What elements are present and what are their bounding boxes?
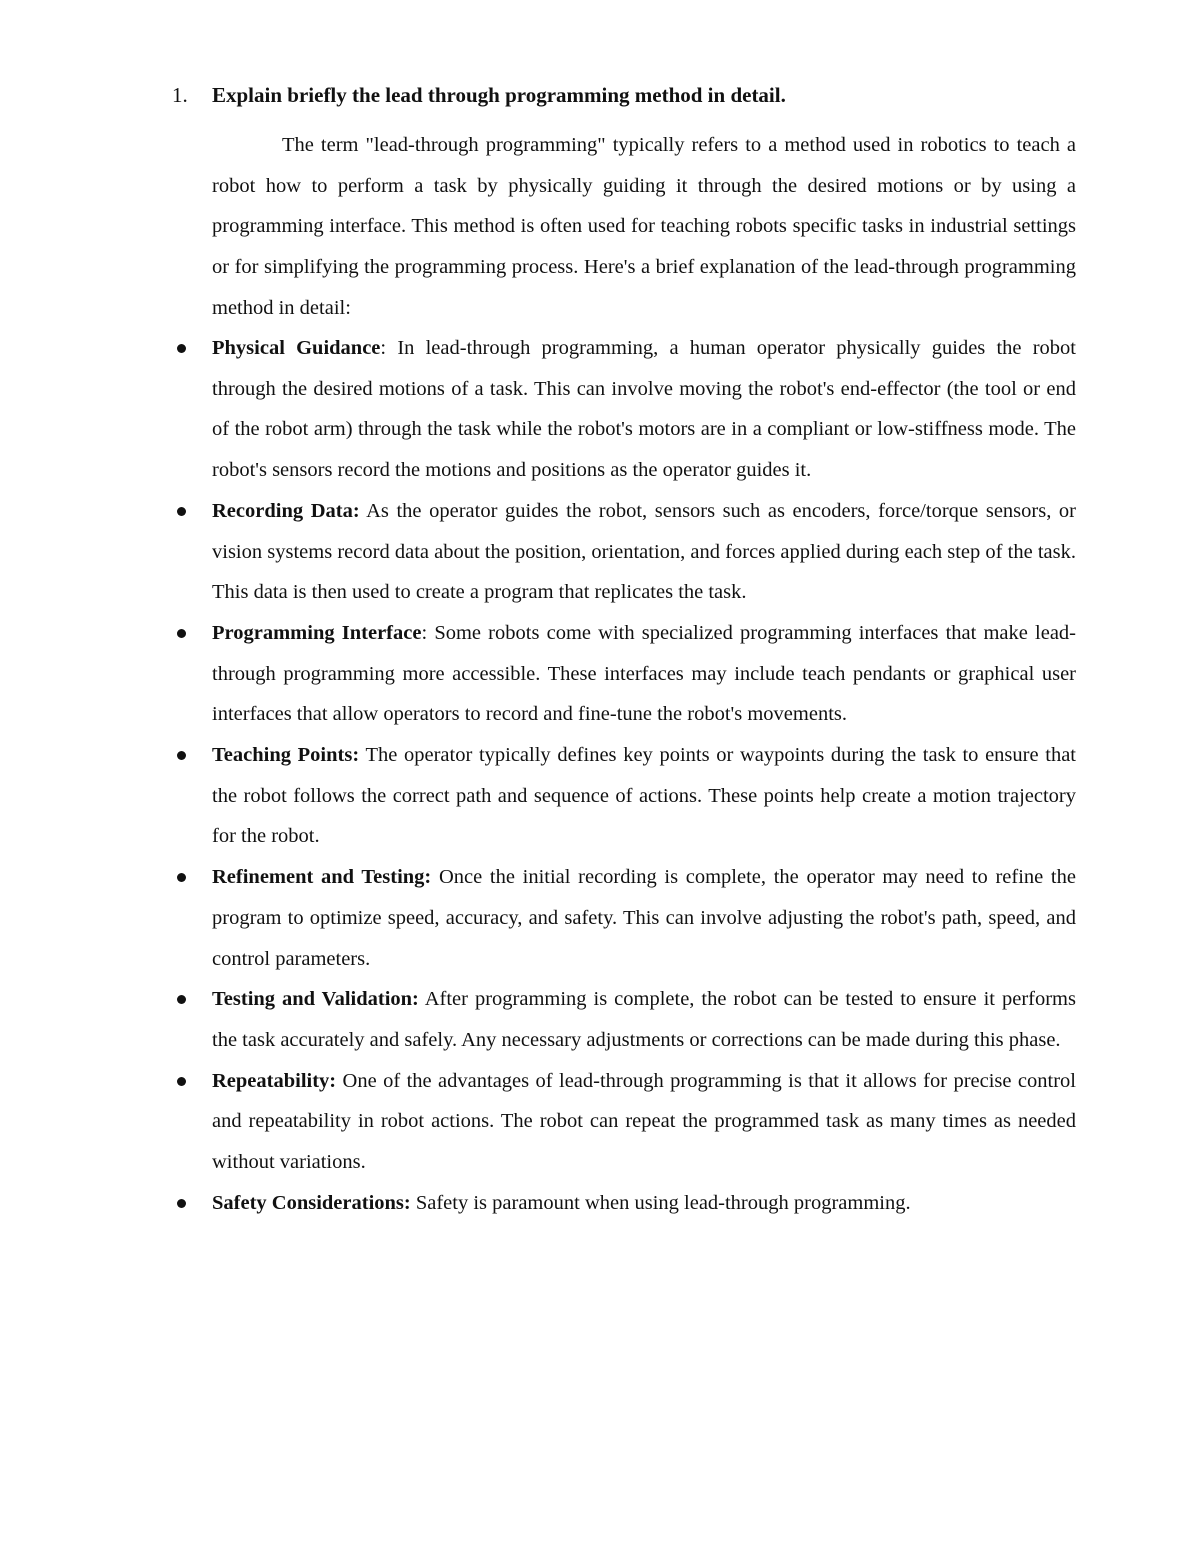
bullet-text: The operator typically defines key points or waypoints during the task to ensure that the robot follows the correct path and sequence of actions. These points help create a motion trajectory for the robot. <box>212 744 1076 848</box>
question-number: 1. <box>172 83 188 107</box>
bullet-title: Safety Considerations: <box>212 1191 411 1214</box>
bullet-text: Safety is paramount when using lead-through programming. <box>410 1191 911 1214</box>
bullet-text: Some robots come with specialized programming interfaces that make lead-through programming more accessible. These interfaces may include teach pendants or graphical user interfaces that allow operators to record and fine-tune the robot's movements. <box>212 621 1077 726</box>
bullet-dot-icon <box>177 629 186 638</box>
bullet-separator: : <box>421 621 428 644</box>
bullet-item-safety-considerations <box>172 1183 1076 1224</box>
bullet-text: As the operator guides the robot, sensors such as encoders, force/torque sensors, or vision systems record data about the position, orientation, and forces applied during each step of the task. This data is then used to create a program that replicates the task. <box>212 499 1076 604</box>
bullet-dot-icon <box>177 751 186 760</box>
bullet-title: Recording Data: <box>212 499 360 522</box>
bullet-separator: : <box>380 337 387 359</box>
bullet-item-repeatability <box>172 1061 1076 1183</box>
bullet-item-recording-data <box>172 491 1076 613</box>
bullet-text: After programming is complete, the robot can be tested to ensure it performs the task accurately and safely. Any necessary adjustments or corrections can be made during this phase. <box>212 988 1076 1051</box>
bullet-dot-icon <box>177 344 186 353</box>
bullet-title: Testing and Validation: <box>212 988 419 1011</box>
bullet-dot-icon <box>177 995 186 1004</box>
bullet-title: Programming Interface <box>212 621 422 644</box>
bullet-title: Repeatability: <box>212 1069 337 1092</box>
bullet-dot-icon <box>177 1199 186 1208</box>
intro-paragraph: The term "lead-through programming" typically refers to a method used in robotics to teach a robot how to perform a task by physically guiding it through the desired motions or by using a programming interface. This method is often used for teaching robots specific tasks in industrial settings or for simplifying the programming process. Here's a brief explanation of the lead-through programming method in detail: <box>212 134 1076 319</box>
bullet-item-refinement-testing <box>172 857 1076 979</box>
bullet-title: Refinement and Testing: <box>212 866 432 889</box>
bullet-title: Teaching Points: <box>212 744 360 767</box>
question-heading <box>172 80 1082 110</box>
bullet-title: Physical Guidance <box>212 337 381 359</box>
bullet-item-teaching-points <box>172 735 1076 857</box>
bullet-item-physical-guidance <box>172 328 1076 491</box>
bullet-dot-icon <box>177 873 186 882</box>
bullet-text: In lead-through programming, a human operator physically guides the robot through the desired motions of a task. This can involve moving the robot's end-effector (the tool or end of the robot arm) through the task while the robot's motors are in a compliant or low-stiffness mode. The robot's sensors record the motions and positions as the operator guides it. <box>212 337 1077 482</box>
question-text: Explain briefly the lead through programming method in detail. <box>212 83 786 107</box>
bullet-text: Once the initial recording is complete, the operator may need to refine the program to optimize speed, accuracy, and safety. This can involve adjusting the robot's path, speed, and control parameters. <box>212 866 1076 970</box>
bullet-item-testing-validation <box>172 979 1076 1060</box>
bullet-list <box>172 328 1076 1223</box>
bullet-item-programming-interface <box>172 613 1076 735</box>
bullet-text: One of the advantages of lead-through programming is that it allows for precise control and repeatability in robot actions. The robot can repeat the programmed task as many times as needed without variations. <box>212 1069 1076 1174</box>
bullet-dot-icon <box>177 1077 186 1086</box>
bullet-dot-icon <box>177 507 186 516</box>
